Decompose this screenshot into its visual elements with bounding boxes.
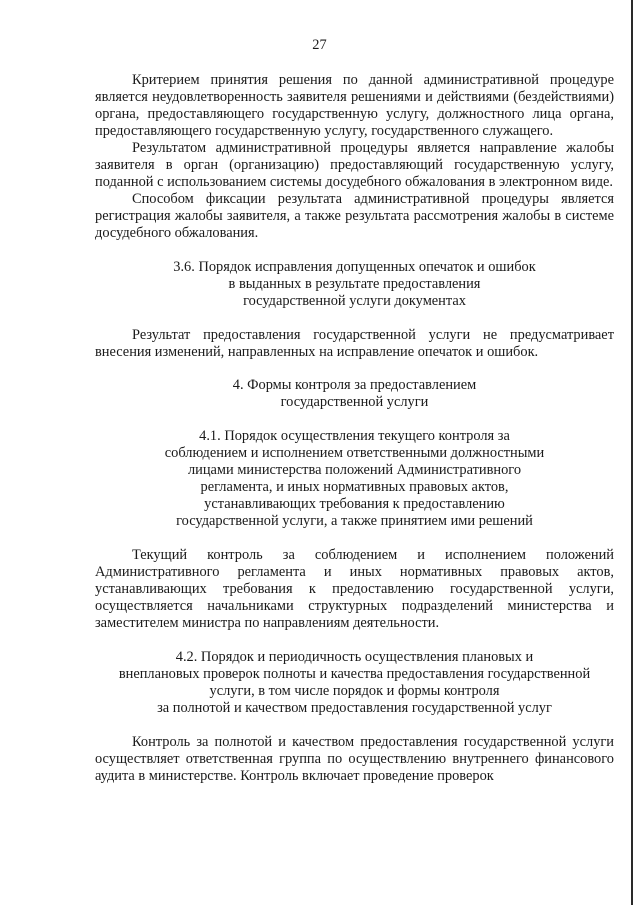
paragraph-result-fixation: Способом фиксации результата административной процедуры является регистрация жалобы заявителя, а также результата рассмотрения жалобы в системе досудебного обжалования. [95,191,614,241]
heading-line: 3.6. Порядок исправления допущенных опечаток и ошибок [173,259,536,275]
heading-line: в выданных в результате предоставления [228,276,481,292]
paragraph-procedure-result: Результатом административной процедуры является направление жалобы заявителя в орган (организацию) предоставляющий государственную услугу, поданной с использованием системы досудебного обжалования в электронном виде. [95,140,614,190]
scan-edge-line [631,0,633,905]
heading-line: 4.1. Порядок осуществления текущего контроля за [199,428,510,444]
heading-line: государственной услуги документах [243,293,466,309]
heading-line: соблюдением и исполнением ответственными должностными [164,445,545,461]
heading-line: лицами министерства положений Административного [187,462,522,478]
heading-line: государственной услуги, а также принятием ими решений [176,513,533,529]
section-heading-4 [95,377,614,411]
paragraph-current-control: Текущий контроль за соблюдением и исполнением положений Административного регламента и иных нормативных правовых актов, устанавливающих требования к предоставлению государственной услуги, осуществляется начальниками структурных подразделений министерства и заместителем министра по направлениям деятельности. [95,547,614,631]
section-heading-3-6 [95,259,614,310]
heading-line: регламента, и иных нормативных правовых актов, [200,479,509,495]
heading-line: внеплановых проверок полноты и качества предоставления государственной [118,666,591,682]
heading-line: за полнотой и качеством предоставления государственной услуг [157,700,552,716]
document-body [95,72,614,785]
page-number: 27 [312,37,327,53]
paragraph-no-corrections: Результат предоставления государственной услуги не предусматривает внесения изменений, направленных на исправление опечаток и ошибок. [95,327,614,360]
paragraph-quality-control: Контроль за полнотой и качеством предоставления государственной услуги осуществляет ответственная группа по осуществлению внутреннего финансового аудита в министерстве. Контроль включает проведение проверок [95,734,614,784]
heading-line: 4.2. Порядок и периодичность осуществления плановых и [175,649,534,665]
section-heading-4-1 [95,428,614,530]
heading-line: услуги, в том числе порядок и формы контроля [209,683,500,699]
heading-line: 4. Формы контроля за предоставлением [232,377,477,393]
heading-line: государственной услуги [280,394,429,410]
heading-line: устанавливающих требования к предоставлению [204,496,505,512]
paragraph-decision-criterion: Критерием принятия решения по данной административной процедуре является неудовлетворенность заявителя решениями и действиями (бездействиями) органа, предоставляющего государственную услугу, должностного лица органа, предоставляющего государственную услугу, государственного служащего. [95,72,614,139]
section-heading-4-2 [95,649,614,717]
